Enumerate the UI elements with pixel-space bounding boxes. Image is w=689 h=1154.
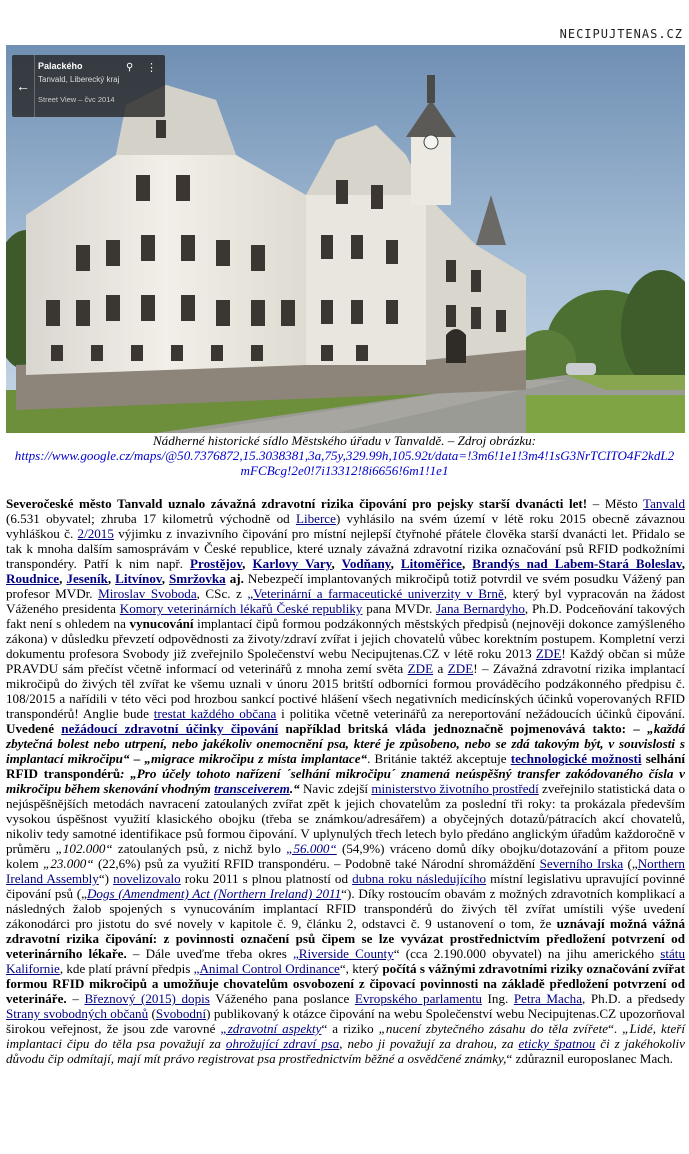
link-strana-svobodnych[interactable]: Strany svobodných občanů — [6, 1006, 149, 1021]
text: , který byl vypracován na žádost Váženého presidenta — [6, 586, 685, 616]
link-smrzovka[interactable]: Smržovka — [168, 571, 226, 586]
quote-italic: , nebo ji považují za drahou, za — [339, 1036, 519, 1051]
text: – Dále uveďme třeba okres — [126, 946, 293, 961]
text: pana MVDr. — [362, 601, 437, 616]
text: i politika včetně veterinářů za nereportování nežádoucích účinků čipování. — [276, 706, 686, 721]
text: a — [433, 661, 448, 676]
street-view-subtitle: Tanvald, Liberecký kraj — [38, 75, 120, 84]
link-technologicke-moznosti[interactable]: technologické možnosti — [510, 751, 642, 766]
text: implantací čipů formou podzákonných městských předpisů (nejnověji dokonce zamýšleného zákona) v důsledku převzetí odpovědnosti za životy/zdraví zvířat i jejich chovatelů vůbec korektním postupem. Kompletní verzi dokumentu profesora Svobody již zveřejnilo Společenství webu Necipujtenas.CZ v létě roku 2013 — [6, 616, 685, 661]
link-jesenik[interactable]: Jeseník — [66, 571, 108, 586]
more-options-icon[interactable]: ⋮ — [146, 62, 157, 74]
street-view-card — [12, 55, 165, 117]
street-view-date: Street View – čvc 2014 — [38, 95, 115, 104]
text: výjimku z invazivního čipování pro místní nejlepší čtyřnohé přátele člověka starší dvanácti let. Přidalo se tak k mnoha dalším samosprávám v České republice, které uznaly závažná zdravotní rizika označování psů RFID podkožními transpondéry. Patří k nim např. — [6, 526, 685, 571]
link-zdravotni-aspekty[interactable]: „zdravotní aspekty — [220, 1021, 322, 1036]
link-novelizovalo[interactable]: novelizovalo — [113, 871, 181, 886]
lead-sentence: Severočeské město Tanvald uznalo závažná zdravotní rizika čipování pro pejsky starší dvanácti let! — [6, 496, 588, 511]
text: ) publikovaný k otázce čipování na webu Společenství webu Necipujtenas.CZ upozorňoval širokou veřejnost, že jsou zde varovné — [6, 1006, 685, 1036]
link-ministerstvo[interactable]: ministerstvo životního prostředí — [371, 781, 539, 796]
link-vyhlaska[interactable]: 2/2015 — [77, 526, 114, 541]
link-liberec[interactable]: Liberce — [295, 511, 336, 526]
link-statu[interactable]: státu — [660, 946, 685, 961]
link-tanvald[interactable]: Tanvald — [643, 496, 685, 511]
building-photo — [6, 45, 685, 433]
link-transceiverem[interactable]: transceiverem — [214, 781, 290, 796]
text: ) vyhlásilo na svém území v létě roku 2015 obecně závaznou vyhláškou č. — [6, 511, 685, 541]
text: roku 2011 s plnou platností od — [180, 871, 353, 886]
text: Ing. — [481, 991, 514, 1006]
text-bold: Uvedené — [6, 721, 62, 736]
text: – Město — [587, 496, 643, 511]
link-roudnice[interactable]: Roudnice — [6, 571, 60, 586]
back-arrow-icon[interactable]: ← — [12, 55, 35, 117]
text: “ a riziko — [321, 1021, 379, 1036]
link-ni-assembly[interactable]: Northern Ireland Assembly — [6, 856, 685, 886]
text: – — [66, 991, 85, 1006]
link-karlovy-vary[interactable]: Karlovy Vary — [252, 556, 332, 571]
text: “, který — [339, 961, 383, 976]
text: , CSc. z — [196, 586, 248, 601]
text: Váženého pana poslance — [209, 991, 355, 1006]
link-svobodni[interactable]: Svobodní — [155, 1006, 207, 1021]
link-nezadouci-ucinky[interactable]: nežádoucí zdravotní účinky čipování — [61, 721, 279, 736]
text: “). Díky rostoucím obavám z možných zdravotních komplikací a následných žalob spojených s vynucováním implantací RFID transpondérů do živých těl zvířat umístili výše uvedení zákonodárci pro jistotu do své novely v kapitole č. 9, článku 2, odstavci č. 9 ustanovení o tom, že — [6, 886, 685, 931]
text: “) — [98, 871, 114, 886]
link-dogs-act[interactable]: Dogs (Amendment) Act (Northern Ireland) 2011 — [86, 886, 342, 901]
text: („ — [623, 856, 638, 871]
text-bold: selhání RFID transpondérů — [6, 751, 685, 781]
link-vodnany[interactable]: Vodňany — [341, 556, 391, 571]
text: , Ph.D. Podceňování takových fakt není s ohledem na — [6, 601, 685, 631]
link-kalifornie[interactable]: Kalifornie — [6, 961, 60, 976]
link-evropsky-parlament[interactable]: Evropského parlamentu — [354, 991, 482, 1006]
text: Navic zdejší — [299, 781, 372, 796]
text: aj. — [225, 571, 244, 586]
quote-italic: „nucení zbytečného zásahu do těla zvířete — [378, 1021, 609, 1036]
location-pin-icon[interactable]: ⚲ — [126, 62, 134, 73]
link-zde-2[interactable]: ZDE — [407, 661, 434, 676]
quote-italic: .“ — [289, 781, 300, 796]
link-bernardy[interactable]: Jana Bernardyho — [436, 601, 525, 616]
link-eticky-spatnou[interactable]: eticky špatnou — [518, 1036, 596, 1051]
text-bold: počítá s vážnými zdravotními riziky označování zvířat formou RFID mikročipů a umožňuje chovatelům osvobození z čipovací povinnosti na základě předložení potvrzení od veterináře. — [6, 961, 685, 1006]
link-animal-control[interactable]: „Animal Control Ordinance — [193, 961, 340, 976]
text: ( — [148, 1006, 156, 1021]
street-view-title: Palackého — [38, 61, 83, 71]
link-kvl[interactable]: Komory veterinárních lékařů České republiky — [119, 601, 363, 616]
text: Nebezpečí implantovaných mikročipů totiž potvrdil ve svém posudku Vážený pan profesor MVDr. — [6, 571, 685, 601]
link-litvinov[interactable]: Litvínov — [115, 571, 162, 586]
link-dubna[interactable]: dubna roku následujícího — [352, 871, 487, 886]
text: zatoulaných psů, z nichž bylo — [112, 841, 287, 856]
text: místní legislativu upravující povinné čipování psů („ — [6, 871, 685, 901]
caption-source-link[interactable]: https://www.google.cz/maps/@50.7376872,15.3038381,3a,75y,329.99h,105.92t/data=!3m6!1e1!3m4!1sG3NrTCITO4F2kdL2mFCBcg!2e0!7i13312!8i6656!6m1!1e1 — [14, 448, 675, 478]
number-italic: „23.000“ — [43, 856, 94, 871]
link-vfu-brno[interactable]: „Veterinární a farmaceutické univerzity v Brně — [247, 586, 504, 601]
link-zde-1[interactable]: ZDE — [535, 646, 562, 661]
text-bold: uznávají možná vážná zdravotní rizika čipování: z povinnosti označení psů čipem se lze vyvázat prostřednictvím předložení potvrzení od veterinárního lékaře. — [6, 916, 686, 961]
link-trestat[interactable]: trestat každého občana — [153, 706, 277, 721]
link-riverside[interactable]: „Riverside County — [293, 946, 394, 961]
text: zveřejnilo statistická data o nejúspěšnějších metodách navracení zatoulaných zvířat zpět k jejich chovatelům za poslední tři roky: ta prokázala především vysokou úspěšnost využití klasického obojku (třeba se známkou/adresářem) a obyčejných dotazů/pátracích akcí chovatelů, nikoliv tedy samotné identifikace psů formou čipování. V uplynulých třech letech bylo předáno anglickým úřadům každoročně v průměru — [6, 781, 685, 856]
link-prostejov[interactable]: Prostějov — [190, 556, 243, 571]
link-brandys[interactable]: Brandýs nad Labem-Stará Boleslav — [472, 556, 682, 571]
site-logo: NECIPUJTENAS.CZ — [559, 27, 683, 41]
quote-italic: či z jakéhokoliv důvodu čip odmítají, mají mít právo registrovat psa prostřednictvím běžné a osvědčené známky, — [6, 1036, 685, 1066]
link-miroslav-svoboda[interactable]: Miroslav Svoboda — [98, 586, 197, 601]
quote-italic: „Lidé, kteří implantaci čipu do těla psa považují za — [6, 1021, 686, 1051]
text: . Británie taktéž akceptuje — [367, 751, 511, 766]
quote-italic: : „Pro účely tohoto nařízení ´selhání mikročipu´ znamená neúspěšný transfer zakódovaného čísla v mikročipu během skenování vhodným — [6, 766, 685, 796]
number-italic: „102.000“ — [55, 841, 113, 856]
text: (6.531 obyvatel; zhruba 17 kilometrů východně od — [6, 511, 296, 526]
text: “ (cca 2.190.000 obyvatel) na jihu amerického — [393, 946, 661, 961]
link-zde-3[interactable]: ZDE — [447, 661, 474, 676]
quote-italic: – „každá zbytečná bolest nebo utrpení, nebo jakékoliv onemocnění psa, které je způsobeno, nebo se zdá takovým být, v souvislosti s implantací mikročipu“ – „migrace mikročipu z místa implantace“ — [6, 721, 685, 766]
text: ! Každý občan si může PRAVDU sám přečíst včetně informací od veterinářů z mnoha zemí světa — [6, 646, 686, 676]
link-56000[interactable]: „56.000“ — [286, 841, 337, 856]
text: , Ph.D. a předsedy — [582, 991, 685, 1006]
text: “ zdůraznil europoslanec Mach. — [506, 1051, 673, 1066]
text-bold: vynucování — [129, 616, 194, 631]
text: , kde platí právní předpis — [59, 961, 194, 976]
article-body: Severočeské město Tanvald uznalo závažná zdravotní rizika čipování pro pejsky starší dvanácti let! – Město Tanvald (6.531 obyvatel; zhruba 17 kilometrů východně od Liberce) vyhlásilo na svém území v létě roku 2015 obecně závaznou vyhláškou č. 2/2015 výjimku z invazivního čipování pro místní nejlepší čtyřnohé přátele člověka starší dvanácti let. Přidalo se tak k mnoha dalším samosprávám v České republice, které uznaly závažná zdravotní rizika označování psů RFID podkožními transpondéry. Patří k nim např. Prostějov, Karlovy Vary, Vodňany, Litoměřice, Brandýs nad Labem-Stará Boleslav, Roudnice, Jeseník, Litvínov, Smržovka aj. Nebezpečí implantovaných mikročipů totiž potvrdil ve svém posudku Vážený pan profesor MVDr. Miroslav Svoboda, CSc. z „Veterinární a farmaceutické univerzity v Brně, který byl vypracován na žádost Váženého presidenta Komory veterinárních lékařů České republiky pana MVDr. Jana Bernardyho, Ph.D. Podceňování takových fakt není s ohledem na vynucování implantací čipů formou podzákonných městských předpisů (nejnověji dokonce zamýšleného zákona) v důsledku převzetí odpovědnosti za životy/zdraví zvířat i jejich chovatelů vůbec korektním postupem. Kompletní verzi dokumentu profesora Svobody již zveřejnilo Společenství webu Necipujtenas.CZ v létě roku 2013 ZDE! Každý občan si může PRAVDU sám přečíst včetně informací od veterinářů z mnoha zemí světa ZDE a ZDE! – Závažná zdravotní rizika implantací mikročipů do živých těl zvířat ke všemu uznali v únoru 2015 britští odborníci formou prováděcího podzákonného předpisu č. 108/2015 a nařídili v této věci pod hrozbou sankcí poctivé hlášení všech negativních medicínských účinků voperovaných RFID transpondérů! Anglie bude trestat každého občana i politika včetně veterinářů za nereportování nežádoucích účinků čipování. Uvedené nežádoucí zdravotní účinky čipování například britská vláda jednoznačně pojmenovává takto: – „každá zbytečná bolest nebo utrpení, nebo jakékoliv onemocnění psa, které je způsobeno, nebo se zdá takovým být, v souvislosti s implantací mikročipu“ – „migrace mikročipu z místa implantace“. Británie taktéž akceptuje technologické možnosti selhání RFID transpondérů: „Pro účely tohoto nařízení ´selhání mikročipu´ znamená neúspěšný transfer zakódovaného čísla v mikročipu během skenování vhodným transceiverem.“ Navic zdejší ministerstvo životního prostředí zveřejnilo statistická data o nejúspěšnějších metodách navracení zatoulaných zvířat zpět k jejich chovatelům za poslední tři roky: ta prokázala především vysokou úspěšnost využití klasického obojku (třeba se známkou/adresářem) a obyčejných dotazů/pátracích akcí chovatelů, nikoliv tedy samotné identifikace psů formou čipování. V uplynulých třech letech bylo předáno anglickým úřadům každoročně v průměru „102.000“ zatoulaných psů, z nichž bylo „56.000“ (54,9%) vráceno domů díky obojku/dotazování a přitom pouze kolem „23.000“ (22,6%) psů za využití RFID transpondéru. – Podobně také Národní shromáždění Severního Irska („Northern Ireland Assembly“) novelizovalo roku 2011 s plnou platností od dubna roku následujícího místní legislativu upravující povinné čipování psů („Dogs (Amendment) Act (Northern Ireland) 2011“). Díky rostoucím obavám z možných zdravotních komplikací a následných žalob spojených s vynucováním implantací RFID transpondérů do živých těl zvířat umístili výše uvedení zákonodárci pro jistotu do své novely v kapitole č. 9, článku 2, odstavci č. 9 ustanovení o tom, že uznávají možná vážná zdravotní rizika čipování: z povinnosti označení psů čipem se lze vyvázat prostřednictvím předložení potvrzení od veterinárního lékaře. – Dále uveďme třeba okres „Riverside County“ (cca 2.190.000 obyvatel) na jihu amerického státu Kalifornie, kde platí právní předpis „Animal Control Ordinance“, který počítá s vážnými zdravotními riziky označování zvířat formou RFID mikročipů a umožňuje chovatelům osvobození z čipovací povinnosti na základě předložení potvrzení od veterináře. – Březnový (2015) dopis Váženého pana poslance Evropského parlamentu Ing. Petra Macha, Ph.D. a předsedy Strany svobodných občanů (Svobodní) publikovaný k otázce čipování na webu Společenství webu Necipujtenas.CZ upozorňoval širokou veřejnost, že jsou zde varovné „zdravotní aspekty“ a riziko „nucení zbytečného zásahu do těla zvířete“. „Lidé, kteří implantaci čipu do těla psa považují za ohrožující zdraví psa, nebo ji považují za drahou, za eticky špatnou či z jakéhokoliv důvodu čip odmítají, mají mít právo registrovat psa prostřednictvím běžné a osvědčené známky,“ zdůraznil europoslanec Mach. — [6, 496, 686, 1066]
link-severni-irsko[interactable]: Severního Irska — [539, 856, 624, 871]
image-caption — [14, 433, 675, 478]
text: (22,6%) psů za využití RFID transpondéru. – Podobně také Národní shromáždění — [93, 856, 540, 871]
text-bold: například britská vláda jednoznačně pojmenovává takto: — [278, 721, 634, 736]
caption-text: Nádherné historické sídlo Městského úřadu v Tanvaldě. – Zdroj obrázku: — [152, 433, 537, 448]
link-breznovy-dopis[interactable]: Březnový (2015) dopis — [84, 991, 210, 1006]
link-ohrozujici-zdravi[interactable]: ohrožující zdraví psa — [225, 1036, 340, 1051]
text: ! – Závažná zdravotní rizika implantací mikročipů do živých těl zvířat ke všemu uznali v únoru 2015 britští odborníci formou prováděcího podzákonného předpisu č. 108/2015 a nařídili v této věci pod hrozbou sankcí poctivé hlášení všech negativních medicínských účinků voperovaných RFID transpondérů! Anglie bude — [6, 661, 686, 721]
text: “. — [608, 1021, 623, 1036]
text: (54,9%) vráceno domů díky obojku/dotazování a přitom pouze kolem — [6, 841, 685, 871]
link-litomerice[interactable]: Litoměřice — [400, 556, 462, 571]
link-petr-mach[interactable]: Petra Macha — [513, 991, 583, 1006]
